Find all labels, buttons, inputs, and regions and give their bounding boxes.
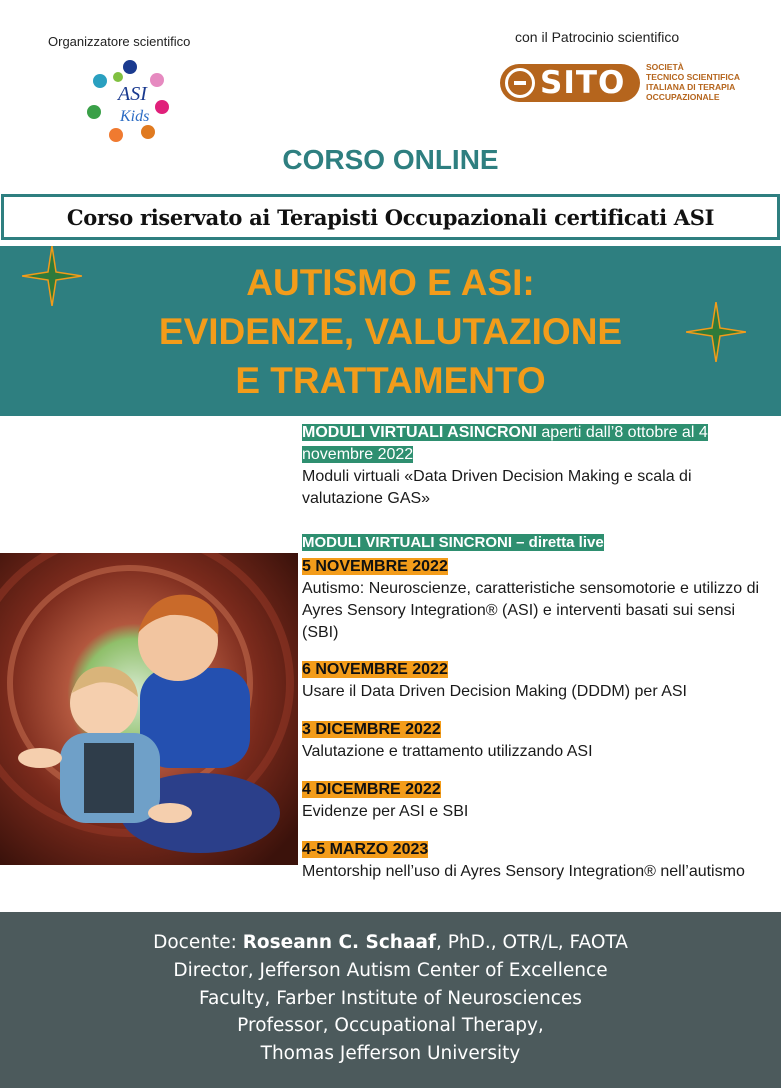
sync-modules xyxy=(302,534,772,552)
teacher-name: Roseann C. Schaaf xyxy=(242,932,436,953)
session-date: 4-5 MARZO 2023 xyxy=(302,841,429,858)
kids-logo-text: Kids xyxy=(120,108,150,125)
session-item xyxy=(302,839,772,883)
sito-word: SITO xyxy=(540,65,626,101)
session-date: 4 DICEMBRE 2022 xyxy=(302,781,441,798)
sito-subtitle-line: SOCIETÀ xyxy=(646,62,684,72)
async-description: Moduli virtuali «Data Driven Decision Making e scala di valutazione GAS» xyxy=(302,468,692,507)
teacher-role: Professor, Occupational Therapy, xyxy=(237,1015,544,1036)
session-topic: Autismo: Neuroscienze, caratteristiche sensomotorie e utilizzo di Ayres Sensory Integration® (ASI) e interventi basati sui sensi (SBI) xyxy=(302,580,760,641)
sito-emblem-icon xyxy=(505,68,535,98)
sync-heading: MODULI VIRTUALI SINCRONI – diretta live xyxy=(302,534,604,551)
sito-badge xyxy=(500,64,640,102)
teacher-line xyxy=(0,932,781,953)
session-item xyxy=(302,719,772,763)
session-item xyxy=(302,556,772,644)
asi-logo-text: ASI xyxy=(118,83,147,105)
reserved-note-box xyxy=(1,194,780,240)
session-date: 3 DICEMBRE 2022 xyxy=(302,721,441,738)
sito-subtitle-line: ITALIANA DI TERAPIA xyxy=(646,82,736,92)
async-modules xyxy=(302,422,772,510)
session-topic: Mentorship nell’uso di Ayres Sensory Integration® nell’autismo xyxy=(302,863,745,880)
reserved-note: Corso riservato ai Terapisti Occupazionali certificati ASI xyxy=(66,204,715,230)
session-item xyxy=(302,659,772,703)
session-date: 6 NOVEMBRE 2022 xyxy=(302,661,448,678)
teacher-role: Faculty, Farber Institute of Neurosciences xyxy=(199,988,582,1009)
sito-subtitle-line: TECNICO SCIENTIFICA xyxy=(646,72,740,82)
children-tunnel-photo xyxy=(0,553,298,865)
async-period: aperti dall’8 ottobre al 4 novembre 2022 xyxy=(302,424,708,463)
title-line-3: E TRATTAMENTO xyxy=(235,360,546,401)
patronage-label: con il Patrocinio scientifico xyxy=(515,29,680,45)
session-date: 5 NOVEMBRE 2022 xyxy=(302,558,448,575)
sito-subtitle xyxy=(646,62,740,102)
course-type: CORSO ONLINE xyxy=(282,144,499,175)
title-line-1: AUTISMO E ASI: xyxy=(246,262,535,303)
asi-kids-logo xyxy=(80,55,180,150)
title-band xyxy=(0,246,781,416)
session-topic: Valutazione e trattamento utilizzando ASI xyxy=(302,743,593,760)
teacher-role: Thomas Jefferson University xyxy=(260,1043,521,1064)
session-topic: Evidenze per ASI e SBI xyxy=(302,803,469,820)
session-topic: Usare il Data Driven Decision Making (DDDM) per ASI xyxy=(302,683,687,700)
teacher-prefix: Docente: xyxy=(153,932,243,953)
teacher-role: Director, Jefferson Autism Center of Excellence xyxy=(173,960,608,981)
sito-subtitle-line: OCCUPAZIONALE xyxy=(646,92,720,102)
async-heading: MODULI VIRTUALI ASINCRONI xyxy=(302,424,537,441)
sito-logo xyxy=(500,62,750,104)
teacher-credentials: , PhD., OTR/L, FAOTA xyxy=(436,932,628,953)
session-item xyxy=(302,779,772,823)
organizer-label: Organizzatore scientifico xyxy=(48,34,191,49)
teacher-footer xyxy=(0,912,781,1088)
title-line-2: EVIDENZE, VALUTAZIONE xyxy=(158,311,623,352)
